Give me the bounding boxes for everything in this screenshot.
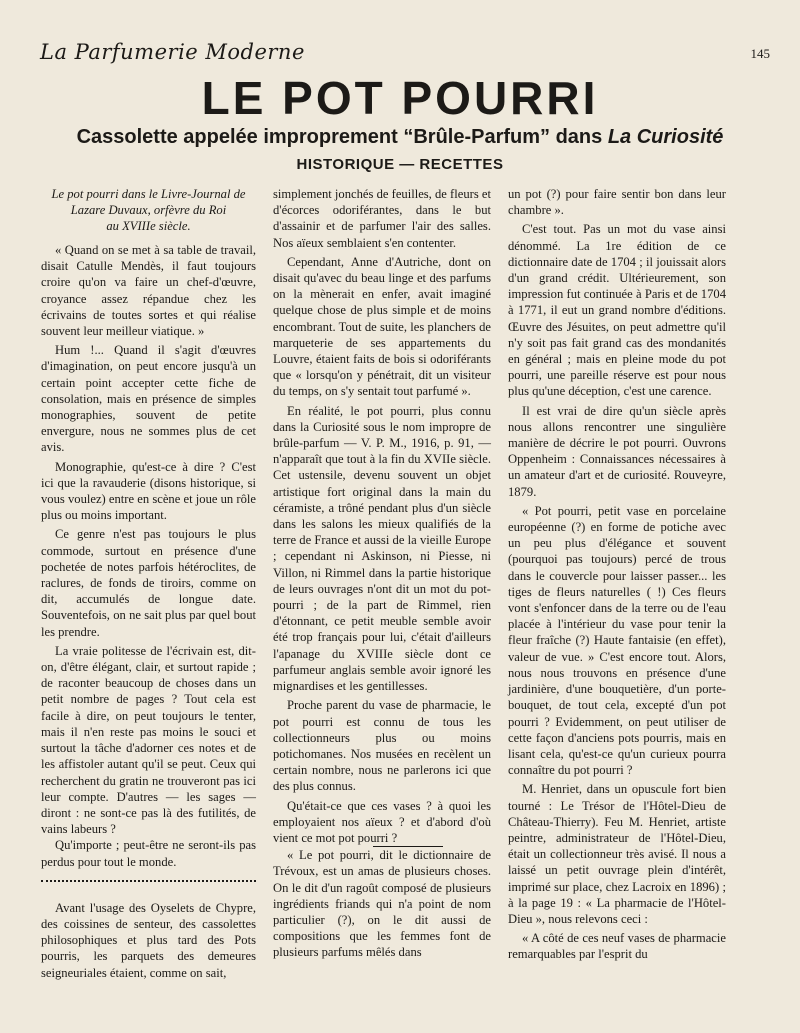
page-title: LE POT POURRI [201, 72, 599, 124]
paragraph: Monographie, qu'est-ce à dire ? C'est ici que la ravauderie (disons historique, si vous voulez) entre en scène et joue un rôle plus ou moins important. [41, 459, 256, 523]
paragraph: Qu'était-ce que ces vases ? à quoi les employaient nos aïeux ? et d'abord d'où vient ce mot pot pourri ? [273, 798, 491, 845]
paragraph: En réalité, le pot pourri, plus connu dans la Curiosité sous le nom impropre de brûle-parfum — V. P. M., 1916, p. 91, — n'apparaît que tout à la fin du XVIIe siècle. Cet ustensile, devenu souvent un objet artistique fort original dans la main du céramiste, a trôné pendant plus d'un siècle dans les salons les mieux qualifiés de la terre de France et aussi de la vieille Europe ; cependant ni Askinson, ni Piesse, ni Villon, ni Rimmel dans la partie historique de leurs ouvrages n'ont dit un mot du pot-pourri ; de la part de Rimmel, rien d'étonnant, ce petit meuble semble avoir été trop français pour lui, c'était d'ailleurs l'apanage du XVIIIe siècle dont ce parfumeur anglais semble avoir ignoré les mignardises et les gentillesses. [273, 403, 491, 694]
section-divider [41, 880, 256, 882]
paragraph: Avant l'usage des Oyselets de Chypre, des coissines de senteur, des cassolettes philosophiques et plus tard des Pots pourris, les parquets des demeures seigneuriales étaient, comme on sait, [41, 900, 256, 980]
caption-line: Lazare Duvaux, orfèvre du Roi [70, 203, 227, 217]
section-label: HISTORIQUE — RECETTES [296, 156, 504, 173]
caption [41, 186, 256, 234]
subtitle [0, 124, 800, 150]
subtitle-text: Cassolette appelée improprement “Brûle-Parfum” dans [76, 126, 608, 148]
paragraph: Cependant, Anne d'Autriche, dont on disait qu'avec du beau linge et des parfums on la mènerait en enfer, avait imaginé quelque chose de plus simple et de moins encombrant. Tout de suite, les planchers de marqueterie de ses appartements du Louvre, étaient faits de bois si odoriférants que « lorsqu'on y pénétrait, dit un visiteur du temps, on s'y sentait tout parfumé ». [273, 254, 491, 399]
column-2 [273, 186, 491, 961]
column-1 [41, 186, 256, 981]
caption-line: Le pot pourri dans le Livre-Journal de [51, 187, 246, 201]
paragraph: M. Henriet, dans un opuscule fort bien tourné : Le Trésor de l'Hôtel-Dieu de Château-Thierry). Feu M. Henriet, artiste peintre, administrateur de l'Hôtel-Dieu, était un collectionneur très avisé. Il nous a laissé un petit ouvrage plein d'intérêt, imprimé sur place, chez Lacroix en 1896) ; à la page 19 : « La pharmacie de l'Hôtel-Dieu », nous relevons ceci : [508, 782, 726, 926]
paragraph: Il est vrai de dire qu'un siècle après nous allons rencontrer une singulière manière de décrire le pot pourri. Ouvrons Oppenheim : Connaissances nécessaires à un amateur d'art et de curiosité. Rouveyre, 1879. [508, 403, 726, 499]
page-number: 145 [750, 46, 770, 61]
paragraph: Ce genre n'est pas toujours le plus commode, surtout en présence d'une pochetée de notes parfois hétéroclites, de raclures, de fonds de tiroirs, comme on dit, accumulés de longue date. Souventefois, on ne sait plus par quel bout les prendre. [41, 527, 256, 639]
paragraph: La vraie politesse de l'écrivain est, dit-on, d'être élégant, clair, et surtout rapide ; de raconter beaucoup de choses dans un petit nombre de pages ? Tout cela est facile à dire, on peut toujours le tenter, mais il n'en reste pas moins le souci et surtout la tâche d'adorner ces notes et de les affistoler autant qu'il se peut. Ceux qui recherchent du gratin ne trouveront pas ici leur compte. D'autres — les sages — diront : ne sont-ce pas là des futilités, de vains labeurs ? [41, 643, 256, 837]
paragraph: Hum !... Quand il s'agit d'œuvres d'imagination, on peut encore jusqu'à un certain point accepter cette fiche de consolation, mais en présence de simples monographies, souvent de petite envergure, nous ne sommes plus de cet avis. [41, 343, 256, 455]
paragraph: « Quand on se met à sa table de travail, disait Catulle Mendès, il faut toujours croire qu'on va faire un chef-d'œuvre, croyance assez répandue chez les écrivains de toutes sortes et qui réalise souvent leur meilleur viatique. » [41, 243, 256, 339]
paragraph: « A côté de ces neuf vases de pharmacie remarquables par l'esprit du [508, 931, 726, 962]
running-title: La Parfumerie Moderne [40, 40, 305, 64]
subtitle-italic: La Curiosité [607, 126, 724, 148]
paragraph: Qu'importe ; peut-être ne seront-ils pas perdus pour tout le monde. [41, 838, 256, 869]
running-header [40, 40, 770, 70]
paragraph: « Pot pourri, petit vase en porcelaine européenne (?) en forme de potiche avec un peu plus d'élégance et souvent (pourquoi pas toujours) percé de trous dans le couvercle pour laisser passer... les tiges de fleurs naturelles ( !) Ces fleurs vont s'enfoncer dans de la terre ou de l'eau placée à l'intérieur du vase pour tenir la fleur fraîche (?) Haute fantaisie (en effet), valeur de vue. » C'est encore tout. Alors, nous nous trouvons en présence d'une jardinière, d'une bouquetière, d'un porte-bouquet, de tout cela, excepté d'un pot pourri ? Evidemment, on peut utiliser de cette façon d'anciens pots pourris, mais en lisant cela, qu'est-ce qu'un curieux pourra connaître du pot pourri ? [508, 503, 726, 778]
paragraph: C'est tout. Pas un mot du vase ainsi dénommé. La 1re édition de ce dictionnaire date de 1704 ; il jouissait alors d'un grand crédit. Ultérieurement, son impression fut continuée à Paris et de 1704 à 1771, il eut un grand nombre d'éditions. Œuvre des Jésuites, on peut admettre qu'il n'y soit pas fait grand cas des mondanités en général ; mais en pleine mode du pot pourri, une pareille réserve est pour nous plus qu'une déception, c'est une carence. [508, 222, 726, 399]
paragraph: Proche parent du vase de pharmacie, le pot pourri est connu de tous les collectionneurs plus ou moins potichomanes. Nos musées en recèlent un certain nombre, nous ne parlerons ici que des plus connus. [273, 698, 491, 794]
column-3 [508, 186, 726, 963]
paragraph: un pot (?) pour faire sentir bon dans leur chambre ». [508, 187, 726, 218]
paragraph: « Le pot pourri, dit le dictionnaire de Trévoux, est un amas de plusieurs choses. On le dit d'un ragoût composé de plusieurs ingrédients friands qui n'a point de nom particulier (?), on le dit aussi de compositions que les femmes font de plusieurs parfums mêlés dans [273, 848, 491, 960]
paragraph: simplement jonchés de feuilles, de fleurs et d'écorces odoriférantes, dans le but d'assainir et de parfumer l'air des salles. Nos aïeux semblaient s'en contenter. [273, 187, 491, 250]
caption-line: au XVIIIe siècle. [106, 219, 191, 233]
